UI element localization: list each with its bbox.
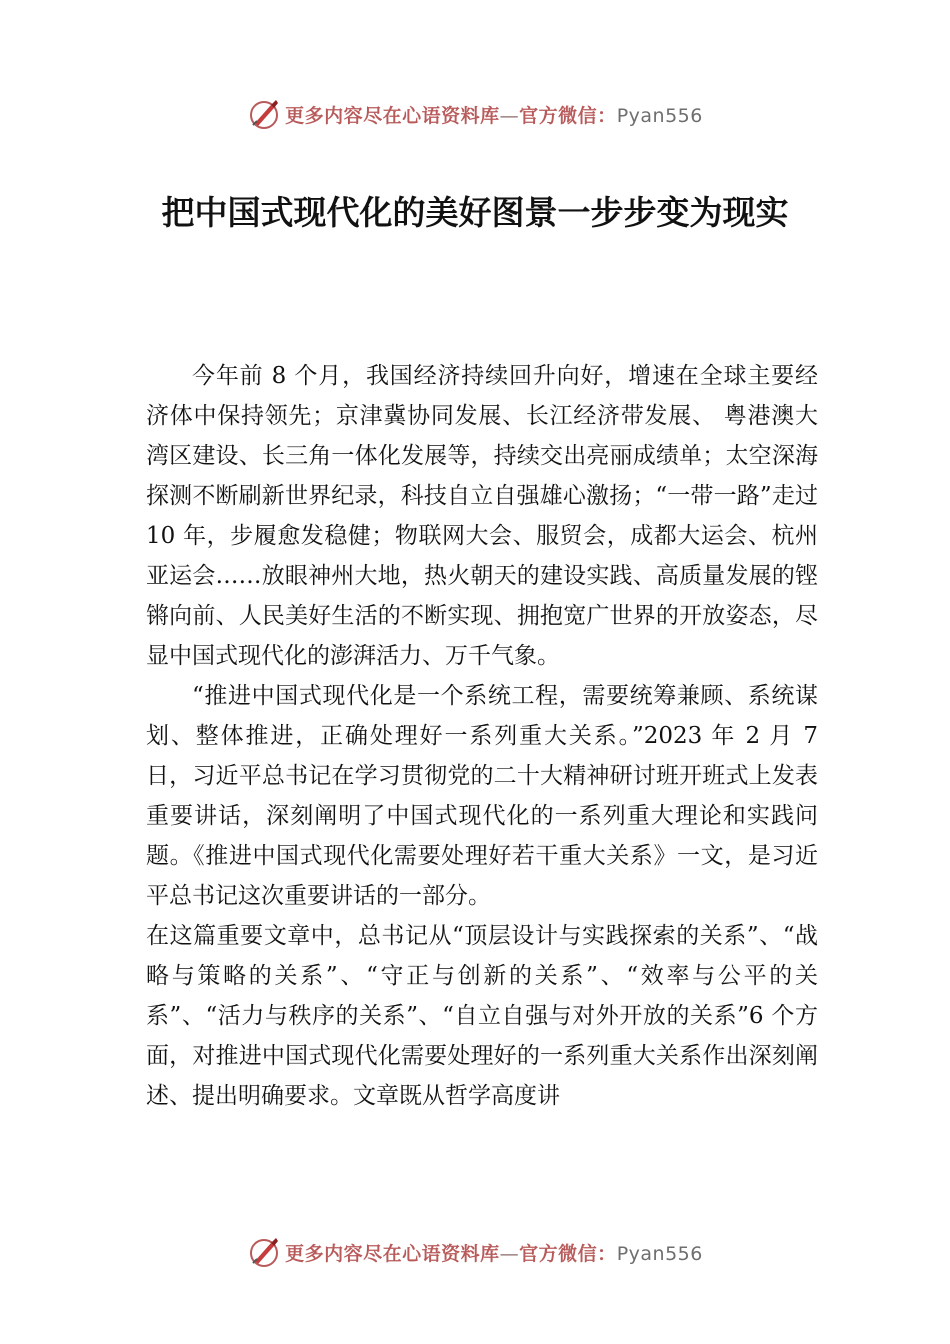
paragraph-1: 今年前 8 个月，我国经济持续回升向好，增速在全球主要经济体中保持领先；京津冀协同发展、长江经济带发展、 粤港澳大湾区建设、长三角一体化发展等，持续交出亮丽成绩单；太空深海探测不断刷新世界纪录，科技自立自强雄心激扬；“一带一路”走过 10 年，步履愈发稳健；物联网大会、服贸会，成都大运会、杭州亚运会……放眼神州大地，热火朝天的建设实践、高质量发展的铿锵向前、人民美好生活的不断实现、拥抱宽广世界的开放姿态，尽显中国式现代化的澎湃活力、万千气象。 xyxy=(146,363,818,669)
footer-banner xyxy=(0,1232,950,1272)
paragraph-3: 在这篇重要文章中，总书记从“顶层设计与实践探索的关系”、“战略与策略的关系”、“守正与创新的关系”、“效率与公平的关系”、“活力与秩序的关系”、“自立自强与对外开放的关系”6 个方面，对推进中国式现代化需要处理好的一系列重大关系作出深刻阐述、提出明确要求。文章既从哲学高度讲 xyxy=(146,923,818,1109)
quill-pen-seal-icon xyxy=(247,1235,281,1269)
page-title: 把中国式现代化的美好图景一步步变为现实 xyxy=(161,193,789,232)
quill-pen-seal-icon xyxy=(247,97,281,131)
article-body xyxy=(146,356,818,1116)
footer-banner-text: 更多内容尽在心语资料库—官方微信：Pyan556 xyxy=(285,1242,703,1265)
header-banner xyxy=(0,94,950,134)
paragraph-2: “推进中国式现代化是一个系统工程，需要统筹兼顾、系统谋划、整体推进，正确处理好一系列重大关系。”2023 年 2 月 7 日，习近平总书记在学习贯彻党的二十大精神研讨班开班式上发表重要讲话，深刻阐明了中国式现代化的一系列重大理论和实践问题。《推进中国式现代化需要处理好若干重大关系》一文，是习近平总书记这次重要讲话的一部分。 xyxy=(146,683,818,909)
header-banner-text: 更多内容尽在心语资料库—官方微信：Pyan556 xyxy=(285,104,703,127)
